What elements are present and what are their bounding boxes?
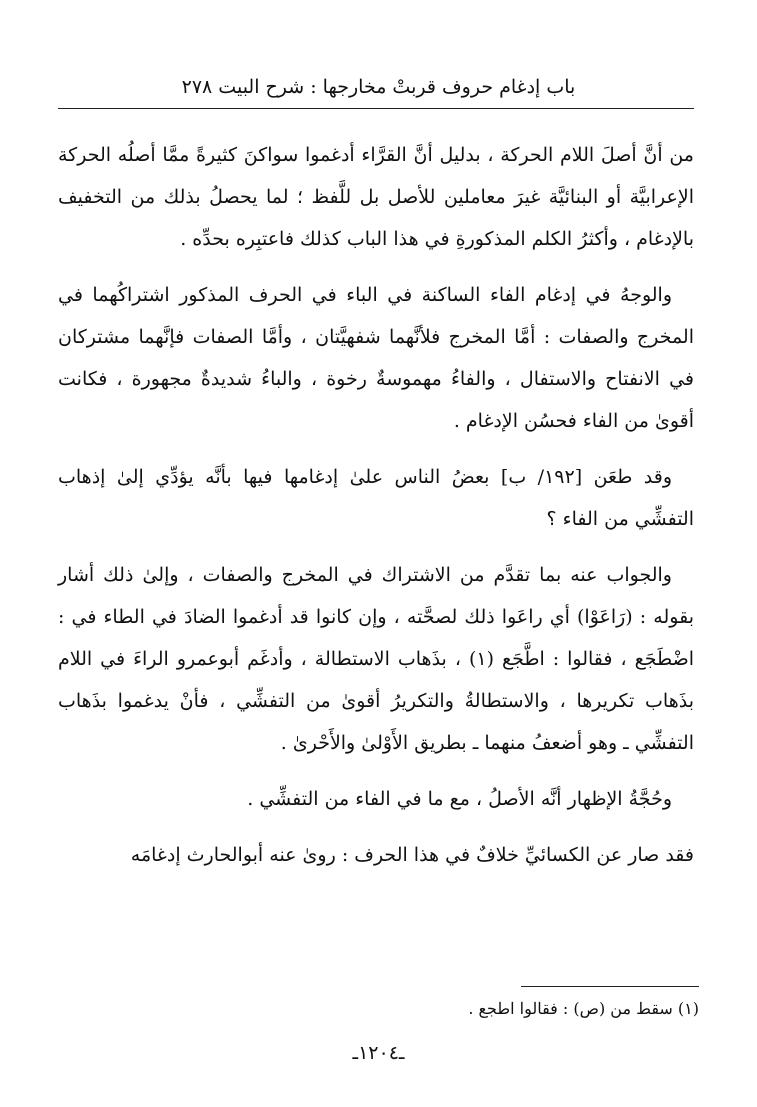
paragraph-2: والوجهُ في إدغام الفاء الساكنة في الباء في الحرف المذكور اشتراكُهما في المخرج والصفات : أمَّا المخرج فلأنَّهما شفهيَّتان ، وأمَّا الصفات فإنَّهما مشتركان في الانفتاح والاستفال ، والفاءُ مهموسةٌ رخوة ، والباءُ شديدةٌ مجهورة ، فكانت أقوىٰ من الفاء فحسُن الإدغام . (58, 284, 694, 432)
paragraph-3: وقد طعَن [١٩٢/ ب] بعضُ الناس علىٰ إدغامها فيها بأنَّه يؤدِّي إلىٰ إذهاب التفشِّي من الفاء ؟ (58, 466, 694, 530)
paragraph-1: من أنَّ أصلَ اللام الحركة ، بدليل أنَّ القرَّاء أدغموا سواكنَ كثيرةً ممَّا أصلُه الحركة الإعرابيَّة أو البنائيَّة غيرَ معاملين للأصل بل للَّفظ ؛ لما يحصلُ بذلك من التخفيف بالإدغام ، وأكثرُ الكلم المذكورةِ في هذا الباب كذلك فاعتبِره بحدِّه . (58, 144, 694, 250)
page-number: ـ١٢٠٤ـ (352, 1042, 405, 1064)
paragraph-6: فقد صار عن الكسائيِّ خلافٌ في هذا الحرف : روىٰ عنه أبوالحارث إدغامَه (130, 844, 694, 866)
header-rule (58, 108, 694, 109)
running-head: باب إدغام حروف قربتْ مخارجها : شرح البيت ٢٧٨ (181, 76, 576, 98)
paragraph-5: وحُجَّةُ الإظهار أنَّه الأصلُ ، مع ما في الفاء من التفشِّي . (247, 788, 672, 810)
body-text (58, 134, 694, 890)
footnote-rule (521, 986, 699, 987)
paragraph-4: والجواب عنه بما تقدَّم من الاشتراك في المخرج والصفات ، وإلىٰ ذلك أشار بقوله : (رَاعَوْا) أي راعَوا ذلك لصحَّته ، وإن كانوا قد أدغموا الضادَ في الطاء في : اضْطَجَع ، فقالوا : اطَّجَع (١) ، بذَهاب الاستطالة ، وأدغَم أبوعمرو الراءَ في اللام بذَهاب تكريرها ، والاستطالةُ والتكريرُ أقوىٰ من التفشِّي ، فأنْ يدغموا بذَهاب التفشِّي ـ وهو أضعفُ منهما ـ بطريق الأَوْلىٰ والأَحْرىٰ . (58, 564, 694, 754)
footnote: (١) سقط من (ص) : فقالوا اطجع . (468, 999, 699, 1018)
